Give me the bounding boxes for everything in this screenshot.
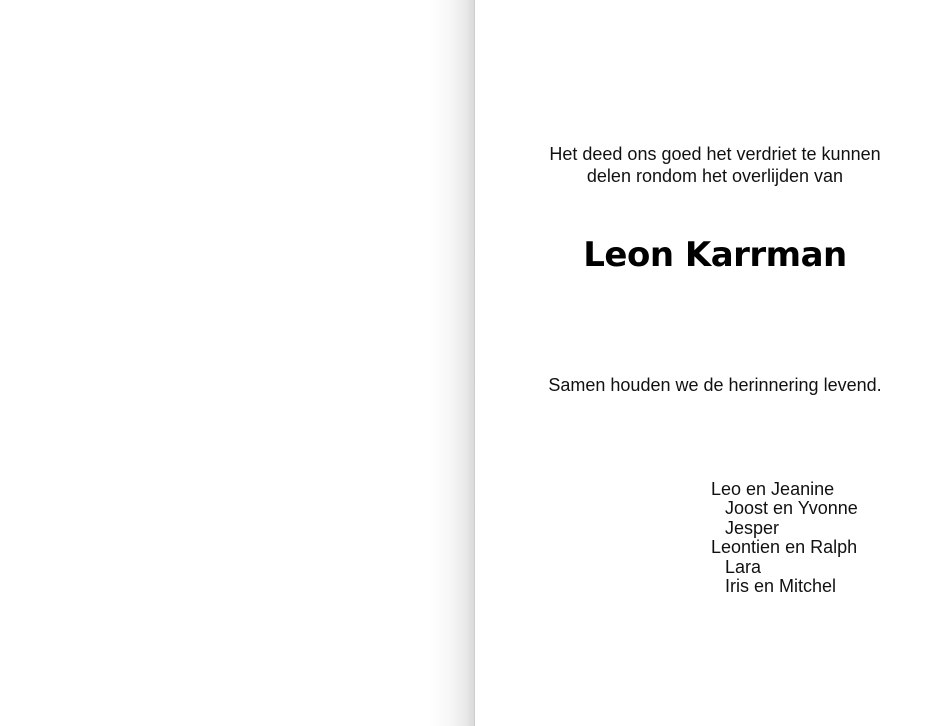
page-fold-shadow [428, 0, 476, 726]
intro-text [515, 143, 915, 187]
family-member: Jesper [725, 517, 780, 538]
family-member: Leontien en Ralph [711, 537, 858, 558]
family-member: Iris en Mitchel [725, 576, 837, 597]
family-member: Joost en Yvonne [725, 498, 858, 519]
family-member: Leo en Jeanine [711, 479, 835, 499]
family-member: Lara [725, 556, 762, 577]
family-list [711, 480, 931, 596]
intro-line-2: delen rondom het overlijden van [586, 166, 844, 186]
intro-line-1: Het deed ons goed het verdriet te kunnen [549, 144, 881, 164]
deceased-name: Leon Karrman [583, 235, 847, 275]
closing-line: Samen houden we de herinnering levend. [548, 375, 882, 395]
right-page [475, 0, 950, 726]
